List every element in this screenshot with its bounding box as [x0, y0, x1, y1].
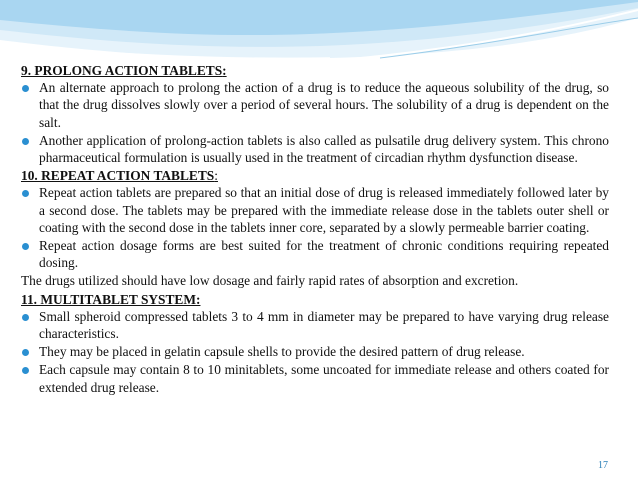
bullet-text: Each capsule may contain 8 to 10 minitablets, some uncoated for immediate release and others coated for extended drug release.	[39, 362, 609, 395]
bullet-item	[21, 132, 609, 166]
section-heading-prolong-action: 9. PROLONG ACTION TABLETS:	[21, 63, 227, 78]
bullet-text: Repeat action dosage forms are best suited for the treatment of chronic conditions requiring repeated dosing.	[39, 238, 609, 271]
bullet-dot-icon	[22, 138, 29, 145]
section-heading-multitablet: 11. MULTITABLET SYSTEM:	[21, 291, 201, 307]
page-number: 17	[598, 460, 608, 471]
bullet-item	[21, 361, 609, 395]
bullet-text: Small spheroid compressed tablets 3 to 4 mm in diameter may be prepared to have varying drug release characteristics.	[39, 308, 609, 342]
bullet-item	[21, 184, 609, 236]
header-wave-decoration	[0, 0, 638, 64]
bullet-item	[21, 308, 609, 342]
bullet-dot-icon	[22, 190, 29, 197]
section-note: The drugs utilized should have low dosage and fairly rapid rates of absorption and excretion.	[21, 273, 519, 289]
bullet-dot-icon	[22, 314, 29, 321]
bullet-text: Another application of prolong-action tablets is also called as pulsatile drug delivery system. This chrono pharmaceutical formulation is usually used in the treatment of circadian rhythm dysfunction disease.	[39, 132, 609, 166]
bullet-item	[21, 237, 609, 271]
bullet-dot-icon	[22, 349, 29, 356]
bullet-text: Repeat action tablets are prepared so that an initial dose of drug is released immediately followed later by a second dose. The tablets may be prepared with the immediate release dose in the tablets outer shell or coating with the second dose in the tablets inner core, separated by a slowly permeable barrier coating.	[39, 185, 609, 235]
bullet-item	[21, 79, 609, 131]
slide-content	[21, 62, 609, 397]
bullet-item	[21, 343, 609, 360]
bullet-text: An alternate approach to prolong the action of a drug is to reduce the aqueous solubility of the drug, so that the drug dissolves slowly over a period of several hours. The solubility of a drug is dependent on the salt.	[39, 80, 609, 130]
bullet-dot-icon	[22, 367, 29, 374]
bullet-dot-icon	[22, 85, 29, 92]
bullet-dot-icon	[22, 243, 29, 250]
section-heading-repeat-action: 10. REPEAT ACTION TABLETS:	[21, 168, 218, 184]
bullet-text: They may be placed in gelatin capsule shells to provide the desired pattern of drug release.	[39, 344, 525, 360]
